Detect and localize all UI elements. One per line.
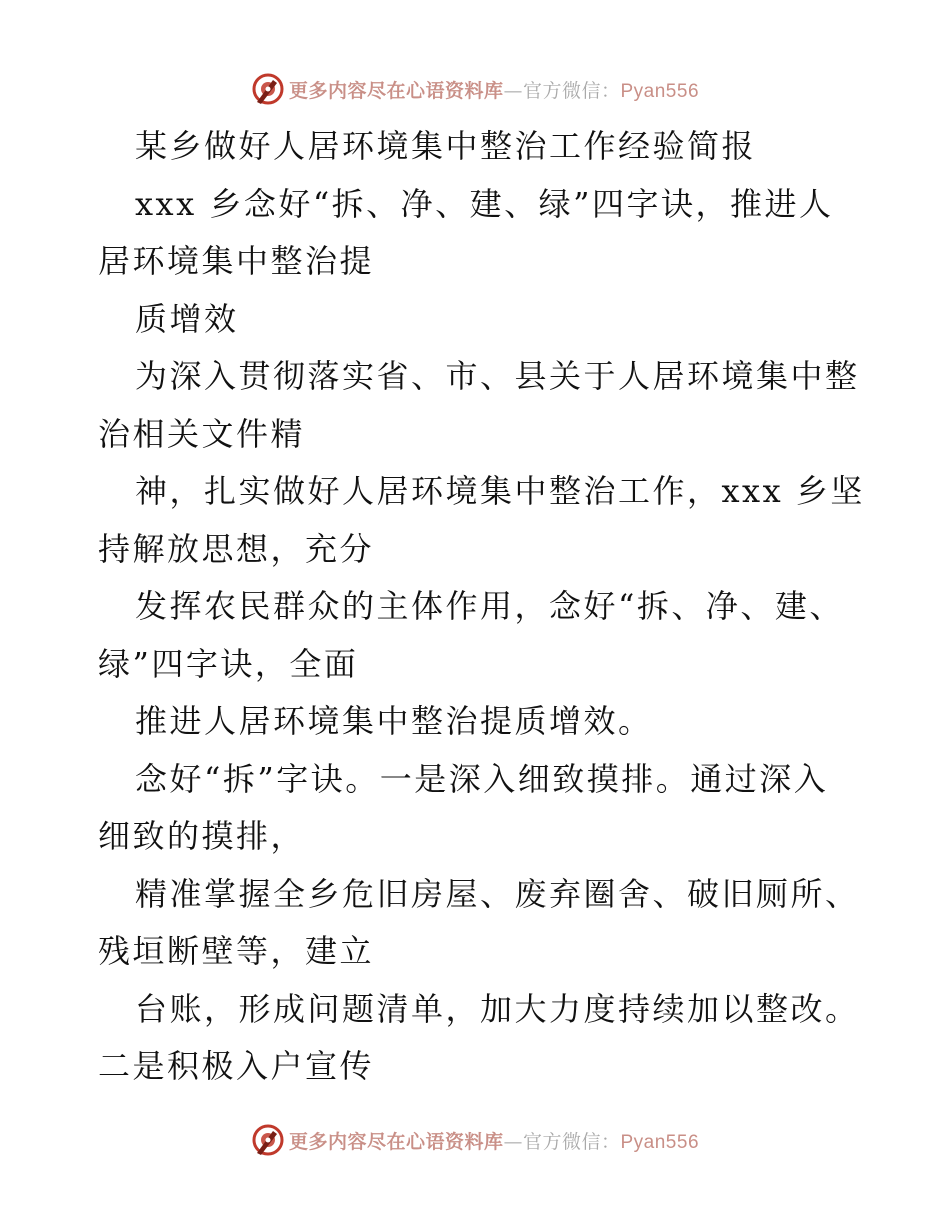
watermark-separator: — xyxy=(503,1130,523,1153)
watermark-label: 官方微信： xyxy=(522,79,621,102)
watermark-text xyxy=(289,1127,699,1154)
text-line: 质增效 xyxy=(135,299,239,338)
text-line: 神，扎实做好人居环境集中整治工作，xxx 乡坚 xyxy=(135,472,865,510)
watermark-label: 官方微信： xyxy=(522,1130,621,1153)
text-line: 推进人居环境集中整治提质增效。 xyxy=(135,702,653,740)
watermark-text xyxy=(289,76,699,103)
watermark-id: Pyan556 xyxy=(620,80,700,102)
text-line: 细致的摸排， xyxy=(98,817,306,855)
text-line: 治相关文件精 xyxy=(98,414,306,453)
text-line: xxx 乡念好“拆、净、建、绿”四字诀，推进人 xyxy=(135,184,834,223)
header-watermark xyxy=(0,72,950,106)
text-line: 居环境集中整治提 xyxy=(98,242,375,280)
text-line: 持解放思想，充分 xyxy=(98,529,375,568)
text-line: 发挥农民群众的主体作用，念好“拆、净、建、 xyxy=(135,587,844,625)
watermark-id: Pyan556 xyxy=(620,1131,700,1153)
watermark-separator: — xyxy=(503,79,523,102)
text-line: 某乡做好人居环境集中整治工作经验简报 xyxy=(135,127,757,165)
document-body xyxy=(98,118,865,1096)
pen-logo-icon xyxy=(251,1123,285,1157)
watermark-brand: 更多内容尽在心语资料库 xyxy=(288,79,504,102)
text-line: 残垣断壁等，建立 xyxy=(98,932,375,970)
text-line: 为深入贯彻落实省、市、县关于人居环境集中整 xyxy=(135,357,860,395)
text-line: 绿”四字诀，全面 xyxy=(98,644,359,683)
watermark-brand: 更多内容尽在心语资料库 xyxy=(288,1130,504,1153)
footer-watermark xyxy=(0,1123,950,1157)
text-line: 念好“拆”字诀。一是深入细致摸排。通过深入 xyxy=(135,759,829,798)
text-line: 台账，形成问题清单，加大力度持续加以整改。 xyxy=(135,989,860,1028)
text-line: 精准掌握全乡危旧房屋、废弃圈舍、破旧厕所、 xyxy=(135,874,860,913)
pen-logo-icon xyxy=(251,72,285,106)
text-line: 二是积极入户宣传 xyxy=(98,1047,375,1085)
